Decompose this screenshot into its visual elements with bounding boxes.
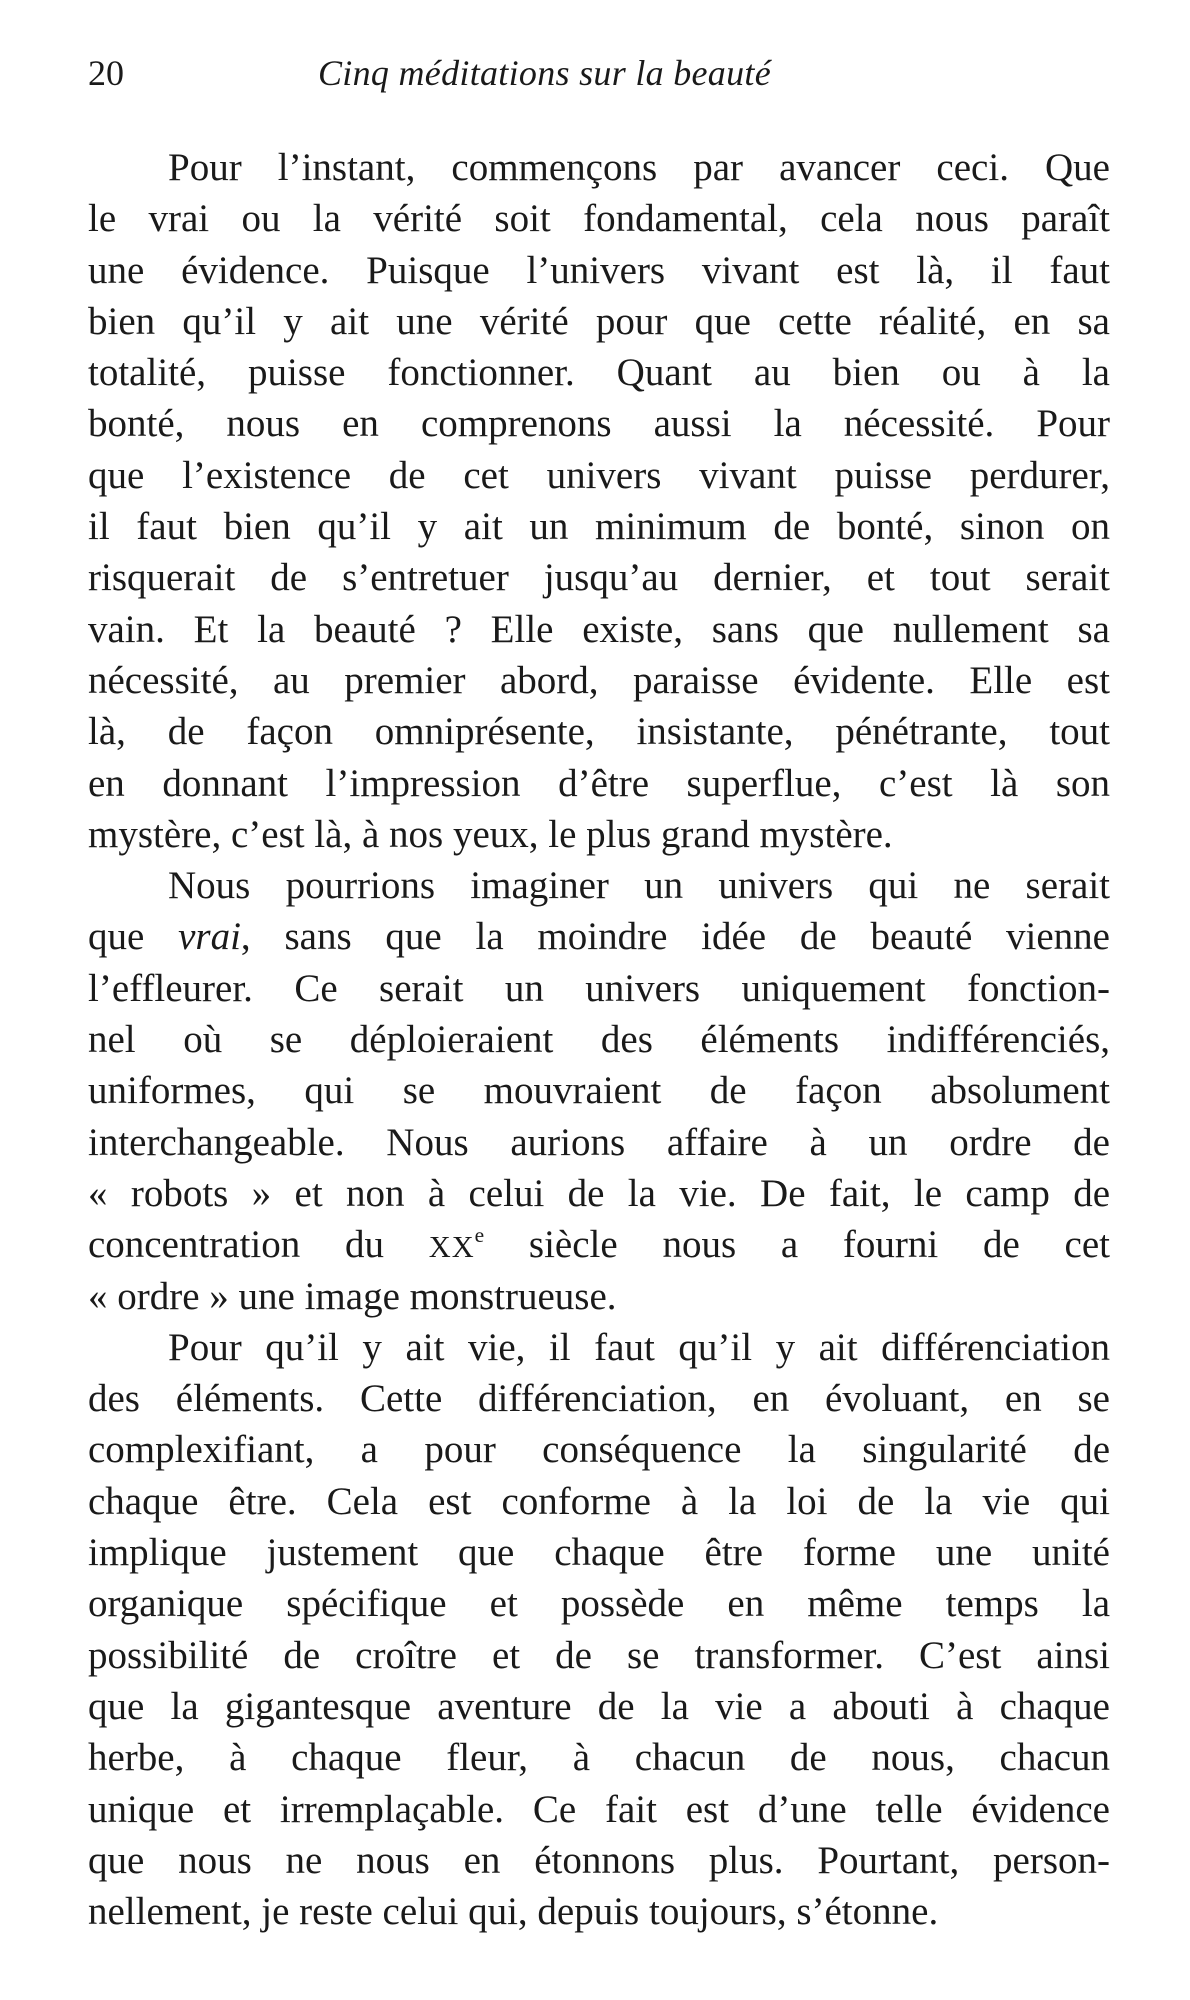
text-line: Pour l’instant, commençons par avancer ceci. Que [168,146,1110,189]
page-header [88,48,1110,108]
text-line: une évidence. Puisque l’univers vivant est là, il faut [88,248,1110,292]
text-line: interchangeable. Nous aurions affaire à un ordre de [88,1120,1110,1164]
text-line: totalité, puisse fonctionner. Quant au bien ou à la [88,351,1110,395]
text-line: unique et irremplaçable. Ce fait est d’une telle évidence [88,1787,1110,1831]
paragraph-2 [88,860,1110,1322]
text-line: que l’existence de cet univers vivant puisse perdurer, [88,453,1110,497]
page-number: 20 [88,53,124,93]
text-line: implique justement que chaque être forme une unité [88,1531,1110,1575]
text-line: Pour qu’il y ait vie, il faut qu’il y ait différenciation [168,1325,1110,1369]
text-line: complexifiant, a pour conséquence la singularité de [88,1428,1110,1472]
text-line: nellement, je reste celui qui, depuis toujours, s’étonne. [88,1890,939,1934]
paragraph-1 [88,142,1110,860]
body-text [88,142,1110,1937]
text-line: uniformes, qui se mouvraient de façon absolument [88,1069,1110,1113]
text-line: l’effleurer. Ce serait un univers uniquement fonction- [88,966,1110,1010]
text-line: vain. Et la beauté ? Elle existe, sans que nullement sa [88,607,1110,651]
text-line: là, de façon omniprésente, insistante, pénétrante, tout [88,710,1110,754]
text-line: bonté, nous en comprenons aussi la nécessité. Pour [88,402,1110,446]
text-line: que vrai, sans que la moindre idée de beauté vienne [88,915,1110,959]
emphasis-vrai: vrai [178,915,241,959]
text-line: des éléments. Cette différenciation, en évoluant, en se [88,1377,1110,1421]
text-line: nel où se déploieraient des éléments indifférenciés, [88,1018,1110,1062]
text-line: chaque être. Cela est conforme à la loi de la vie qui [88,1479,1110,1523]
text-line: il faut bien qu’il y ait un minimum de bonté, sinon on [88,505,1110,549]
century-numeral: XX [428,1230,475,1265]
text-line: en donnant l’impression d’être superflue, c’est là son [88,761,1110,805]
text-line: « robots » et non à celui de la vie. De fait, le camp de [88,1171,1110,1215]
text-line: concentration du XXe siècle nous a fourni de cet [88,1223,1111,1267]
text-line: que nous ne nous en étonnons plus. Pourtant, person- [88,1838,1110,1882]
text-line: herbe, à chaque fleur, à chacun de nous, chacun [88,1736,1110,1780]
text-line: Nous pourrions imaginer un univers qui ne serait [168,864,1110,908]
text-line: nécessité, au premier abord, paraisse évidente. Elle est [88,658,1110,702]
text-line: organique spécifique et possède en même temps la [88,1582,1110,1626]
text-line: « ordre » une image monstrueuse. [88,1274,617,1318]
paragraph-3 [88,1322,1110,1938]
text-line: bien qu’il y ait une vérité pour que cette réalité, en sa [88,299,1110,343]
text-line: mystère, c’est là, à nos yeux, le plus grand mystère. [88,812,893,856]
running-title: Cinq méditations sur la beauté [318,53,771,93]
text-line: risquerait de s’entretuer jusqu’au dernier, et tout serait [88,556,1110,600]
text-line: le vrai ou la vérité soit fondamental, cela nous paraît [88,197,1110,241]
text-line: possibilité de croître et de se transformer. C’est ainsi [88,1633,1110,1677]
century-superscript: e [474,1223,485,1248]
text-line: que la gigantesque aventure de la vie a abouti à chaque [88,1684,1110,1728]
